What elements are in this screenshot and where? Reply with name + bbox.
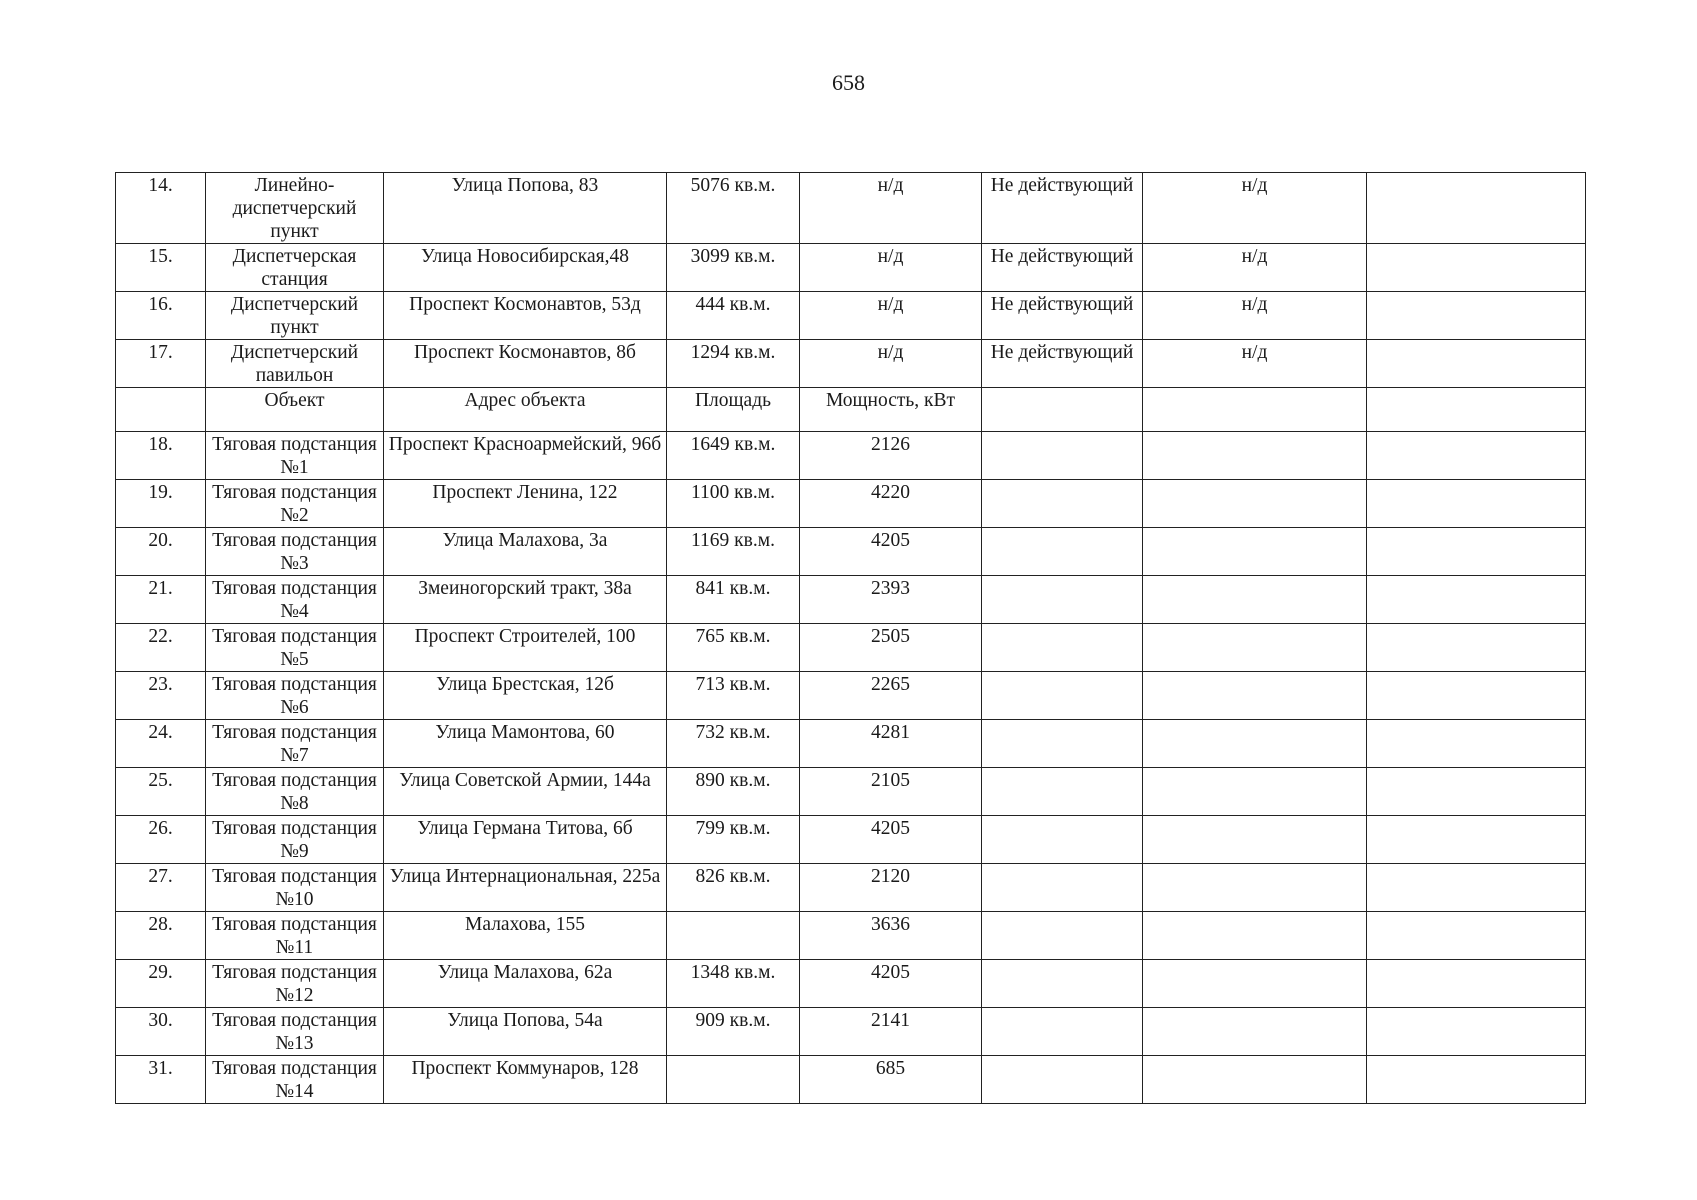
object-area: 3099 кв.м. (667, 244, 800, 292)
object-name: Тяговая подстанция №6 (206, 672, 384, 720)
object-extra (1143, 912, 1367, 960)
object-address: Улица Германа Титова, 6б (384, 816, 667, 864)
table-row (116, 912, 1586, 960)
object-area: 1649 кв.м. (667, 432, 800, 480)
object-last (1367, 864, 1586, 912)
object-extra: н/д (1143, 340, 1367, 388)
object-name: Тяговая подстанция №9 (206, 816, 384, 864)
row-number: 16. (116, 292, 206, 340)
object-address: Проспект Коммунаров, 128 (384, 1056, 667, 1104)
object-extra (1143, 672, 1367, 720)
object-last (1367, 340, 1586, 388)
object-address: Проспект Ленина, 122 (384, 480, 667, 528)
object-last (1367, 672, 1586, 720)
object-name: Тяговая подстанция №11 (206, 912, 384, 960)
row-number: 18. (116, 432, 206, 480)
object-status (982, 960, 1143, 1008)
object-last (1367, 388, 1586, 432)
object-power: 2393 (800, 576, 982, 624)
table-row (116, 816, 1586, 864)
object-address: Улица Интернациональная, 225а (384, 864, 667, 912)
object-last (1367, 816, 1586, 864)
object-last (1367, 292, 1586, 340)
table-row (116, 864, 1586, 912)
object-power: 2120 (800, 864, 982, 912)
object-power: 2126 (800, 432, 982, 480)
object-name: Диспетчерская станция (206, 244, 384, 292)
row-number: 22. (116, 624, 206, 672)
column-header-power: Мощность, кВт (800, 388, 982, 432)
row-number: 20. (116, 528, 206, 576)
object-status: Не действующий (982, 292, 1143, 340)
table-row (116, 480, 1586, 528)
object-status: Не действующий (982, 340, 1143, 388)
object-extra (1143, 528, 1367, 576)
object-address: Улица Мамонтова, 60 (384, 720, 667, 768)
table-row (116, 1008, 1586, 1056)
object-area: 444 кв.м. (667, 292, 800, 340)
row-number: 25. (116, 768, 206, 816)
table-row (116, 624, 1586, 672)
row-number: 30. (116, 1008, 206, 1056)
object-extra (1143, 864, 1367, 912)
object-power: 4205 (800, 960, 982, 1008)
object-power: 4281 (800, 720, 982, 768)
object-last (1367, 480, 1586, 528)
object-address: Проспект Строителей, 100 (384, 624, 667, 672)
table-row (116, 672, 1586, 720)
object-address: Улица Малахова, 3а (384, 528, 667, 576)
object-area: 799 кв.м. (667, 816, 800, 864)
object-area: 732 кв.м. (667, 720, 800, 768)
object-last (1367, 912, 1586, 960)
object-name: Тяговая подстанция №7 (206, 720, 384, 768)
table-row (116, 576, 1586, 624)
object-address: Улица Советской Армии, 144а (384, 768, 667, 816)
object-area: 1169 кв.м. (667, 528, 800, 576)
object-extra (1143, 720, 1367, 768)
object-power: н/д (800, 173, 982, 244)
object-power: 4220 (800, 480, 982, 528)
row-number (116, 388, 206, 432)
object-last (1367, 720, 1586, 768)
object-area: 841 кв.м. (667, 576, 800, 624)
object-power: н/д (800, 340, 982, 388)
object-name: Тяговая подстанция №4 (206, 576, 384, 624)
table-row (116, 528, 1586, 576)
table-row (116, 768, 1586, 816)
row-number: 29. (116, 960, 206, 1008)
object-extra (1143, 388, 1367, 432)
object-power: н/д (800, 292, 982, 340)
object-name: Тяговая подстанция №13 (206, 1008, 384, 1056)
object-status: Не действующий (982, 173, 1143, 244)
page-number: 658 (832, 70, 865, 95)
object-status (982, 388, 1143, 432)
object-address: Улица Новосибирская,48 (384, 244, 667, 292)
subheader-row (116, 388, 1586, 432)
object-name: Линейно-диспетчерский пункт (206, 173, 384, 244)
object-power: 4205 (800, 528, 982, 576)
object-area: 1294 кв.м. (667, 340, 800, 388)
object-name: Тяговая подстанция №12 (206, 960, 384, 1008)
row-number: 21. (116, 576, 206, 624)
row-number: 17. (116, 340, 206, 388)
object-last (1367, 624, 1586, 672)
object-area: 826 кв.м. (667, 864, 800, 912)
object-name: Диспетчерский павильон (206, 340, 384, 388)
object-power: 2105 (800, 768, 982, 816)
object-last (1367, 1056, 1586, 1104)
row-number: 24. (116, 720, 206, 768)
object-name: Тяговая подстанция №5 (206, 624, 384, 672)
object-area: 1100 кв.м. (667, 480, 800, 528)
object-power: 2141 (800, 1008, 982, 1056)
object-area: 1348 кв.м. (667, 960, 800, 1008)
table-row (116, 960, 1586, 1008)
object-extra: н/д (1143, 244, 1367, 292)
row-number: 27. (116, 864, 206, 912)
object-extra (1143, 624, 1367, 672)
object-last (1367, 960, 1586, 1008)
column-header-address: Адрес объекта (384, 388, 667, 432)
object-extra (1143, 960, 1367, 1008)
table-row (116, 720, 1586, 768)
object-last (1367, 1008, 1586, 1056)
object-last (1367, 528, 1586, 576)
object-power: 4205 (800, 816, 982, 864)
object-extra: н/д (1143, 292, 1367, 340)
object-name: Тяговая подстанция №8 (206, 768, 384, 816)
table-row (116, 173, 1586, 244)
object-extra (1143, 1008, 1367, 1056)
object-power: 2265 (800, 672, 982, 720)
row-number: 23. (116, 672, 206, 720)
object-registry-table (115, 172, 1586, 1104)
object-power: 2505 (800, 624, 982, 672)
object-name: Тяговая подстанция №3 (206, 528, 384, 576)
row-number: 19. (116, 480, 206, 528)
object-status: Не действующий (982, 244, 1143, 292)
object-status (982, 864, 1143, 912)
object-status (982, 480, 1143, 528)
object-extra (1143, 768, 1367, 816)
object-status (982, 432, 1143, 480)
object-extra (1143, 576, 1367, 624)
object-address: Проспект Красноармейский, 96б (384, 432, 667, 480)
column-header-object: Объект (206, 388, 384, 432)
table-row (116, 292, 1586, 340)
object-status (982, 672, 1143, 720)
row-number: 28. (116, 912, 206, 960)
object-address: Проспект Космонавтов, 8б (384, 340, 667, 388)
table-row (116, 432, 1586, 480)
table-row (116, 1056, 1586, 1104)
object-extra (1143, 432, 1367, 480)
object-address: Улица Брестская, 12б (384, 672, 667, 720)
row-number: 31. (116, 1056, 206, 1104)
table-row (116, 340, 1586, 388)
object-name: Тяговая подстанция №2 (206, 480, 384, 528)
object-area (667, 1056, 800, 1104)
object-address: Змеиногорский тракт, 38а (384, 576, 667, 624)
object-last (1367, 576, 1586, 624)
row-number: 26. (116, 816, 206, 864)
object-status (982, 576, 1143, 624)
object-last (1367, 244, 1586, 292)
object-address: Улица Малахова, 62а (384, 960, 667, 1008)
object-name: Тяговая подстанция №14 (206, 1056, 384, 1104)
object-power: н/д (800, 244, 982, 292)
object-extra (1143, 816, 1367, 864)
object-address: Проспект Космонавтов, 53д (384, 292, 667, 340)
object-status (982, 912, 1143, 960)
row-number: 15. (116, 244, 206, 292)
object-area: 765 кв.м. (667, 624, 800, 672)
object-area: 890 кв.м. (667, 768, 800, 816)
column-header-area: Площадь (667, 388, 800, 432)
object-area: 909 кв.м. (667, 1008, 800, 1056)
object-last (1367, 432, 1586, 480)
object-status (982, 1008, 1143, 1056)
object-address: Малахова, 155 (384, 912, 667, 960)
object-name: Диспетчерский пункт (206, 292, 384, 340)
object-address: Улица Попова, 83 (384, 173, 667, 244)
object-area: 5076 кв.м. (667, 173, 800, 244)
object-status (982, 768, 1143, 816)
object-extra (1143, 1056, 1367, 1104)
object-area (667, 912, 800, 960)
object-status (982, 624, 1143, 672)
object-area: 713 кв.м. (667, 672, 800, 720)
object-extra (1143, 480, 1367, 528)
object-last (1367, 768, 1586, 816)
object-address: Улица Попова, 54а (384, 1008, 667, 1056)
table-row (116, 244, 1586, 292)
object-name: Тяговая подстанция №10 (206, 864, 384, 912)
object-name: Тяговая подстанция №1 (206, 432, 384, 480)
object-power: 685 (800, 1056, 982, 1104)
object-last (1367, 173, 1586, 244)
object-power: 3636 (800, 912, 982, 960)
row-number: 14. (116, 173, 206, 244)
object-status (982, 720, 1143, 768)
object-status (982, 1056, 1143, 1104)
object-status (982, 528, 1143, 576)
object-extra: н/д (1143, 173, 1367, 244)
object-status (982, 816, 1143, 864)
